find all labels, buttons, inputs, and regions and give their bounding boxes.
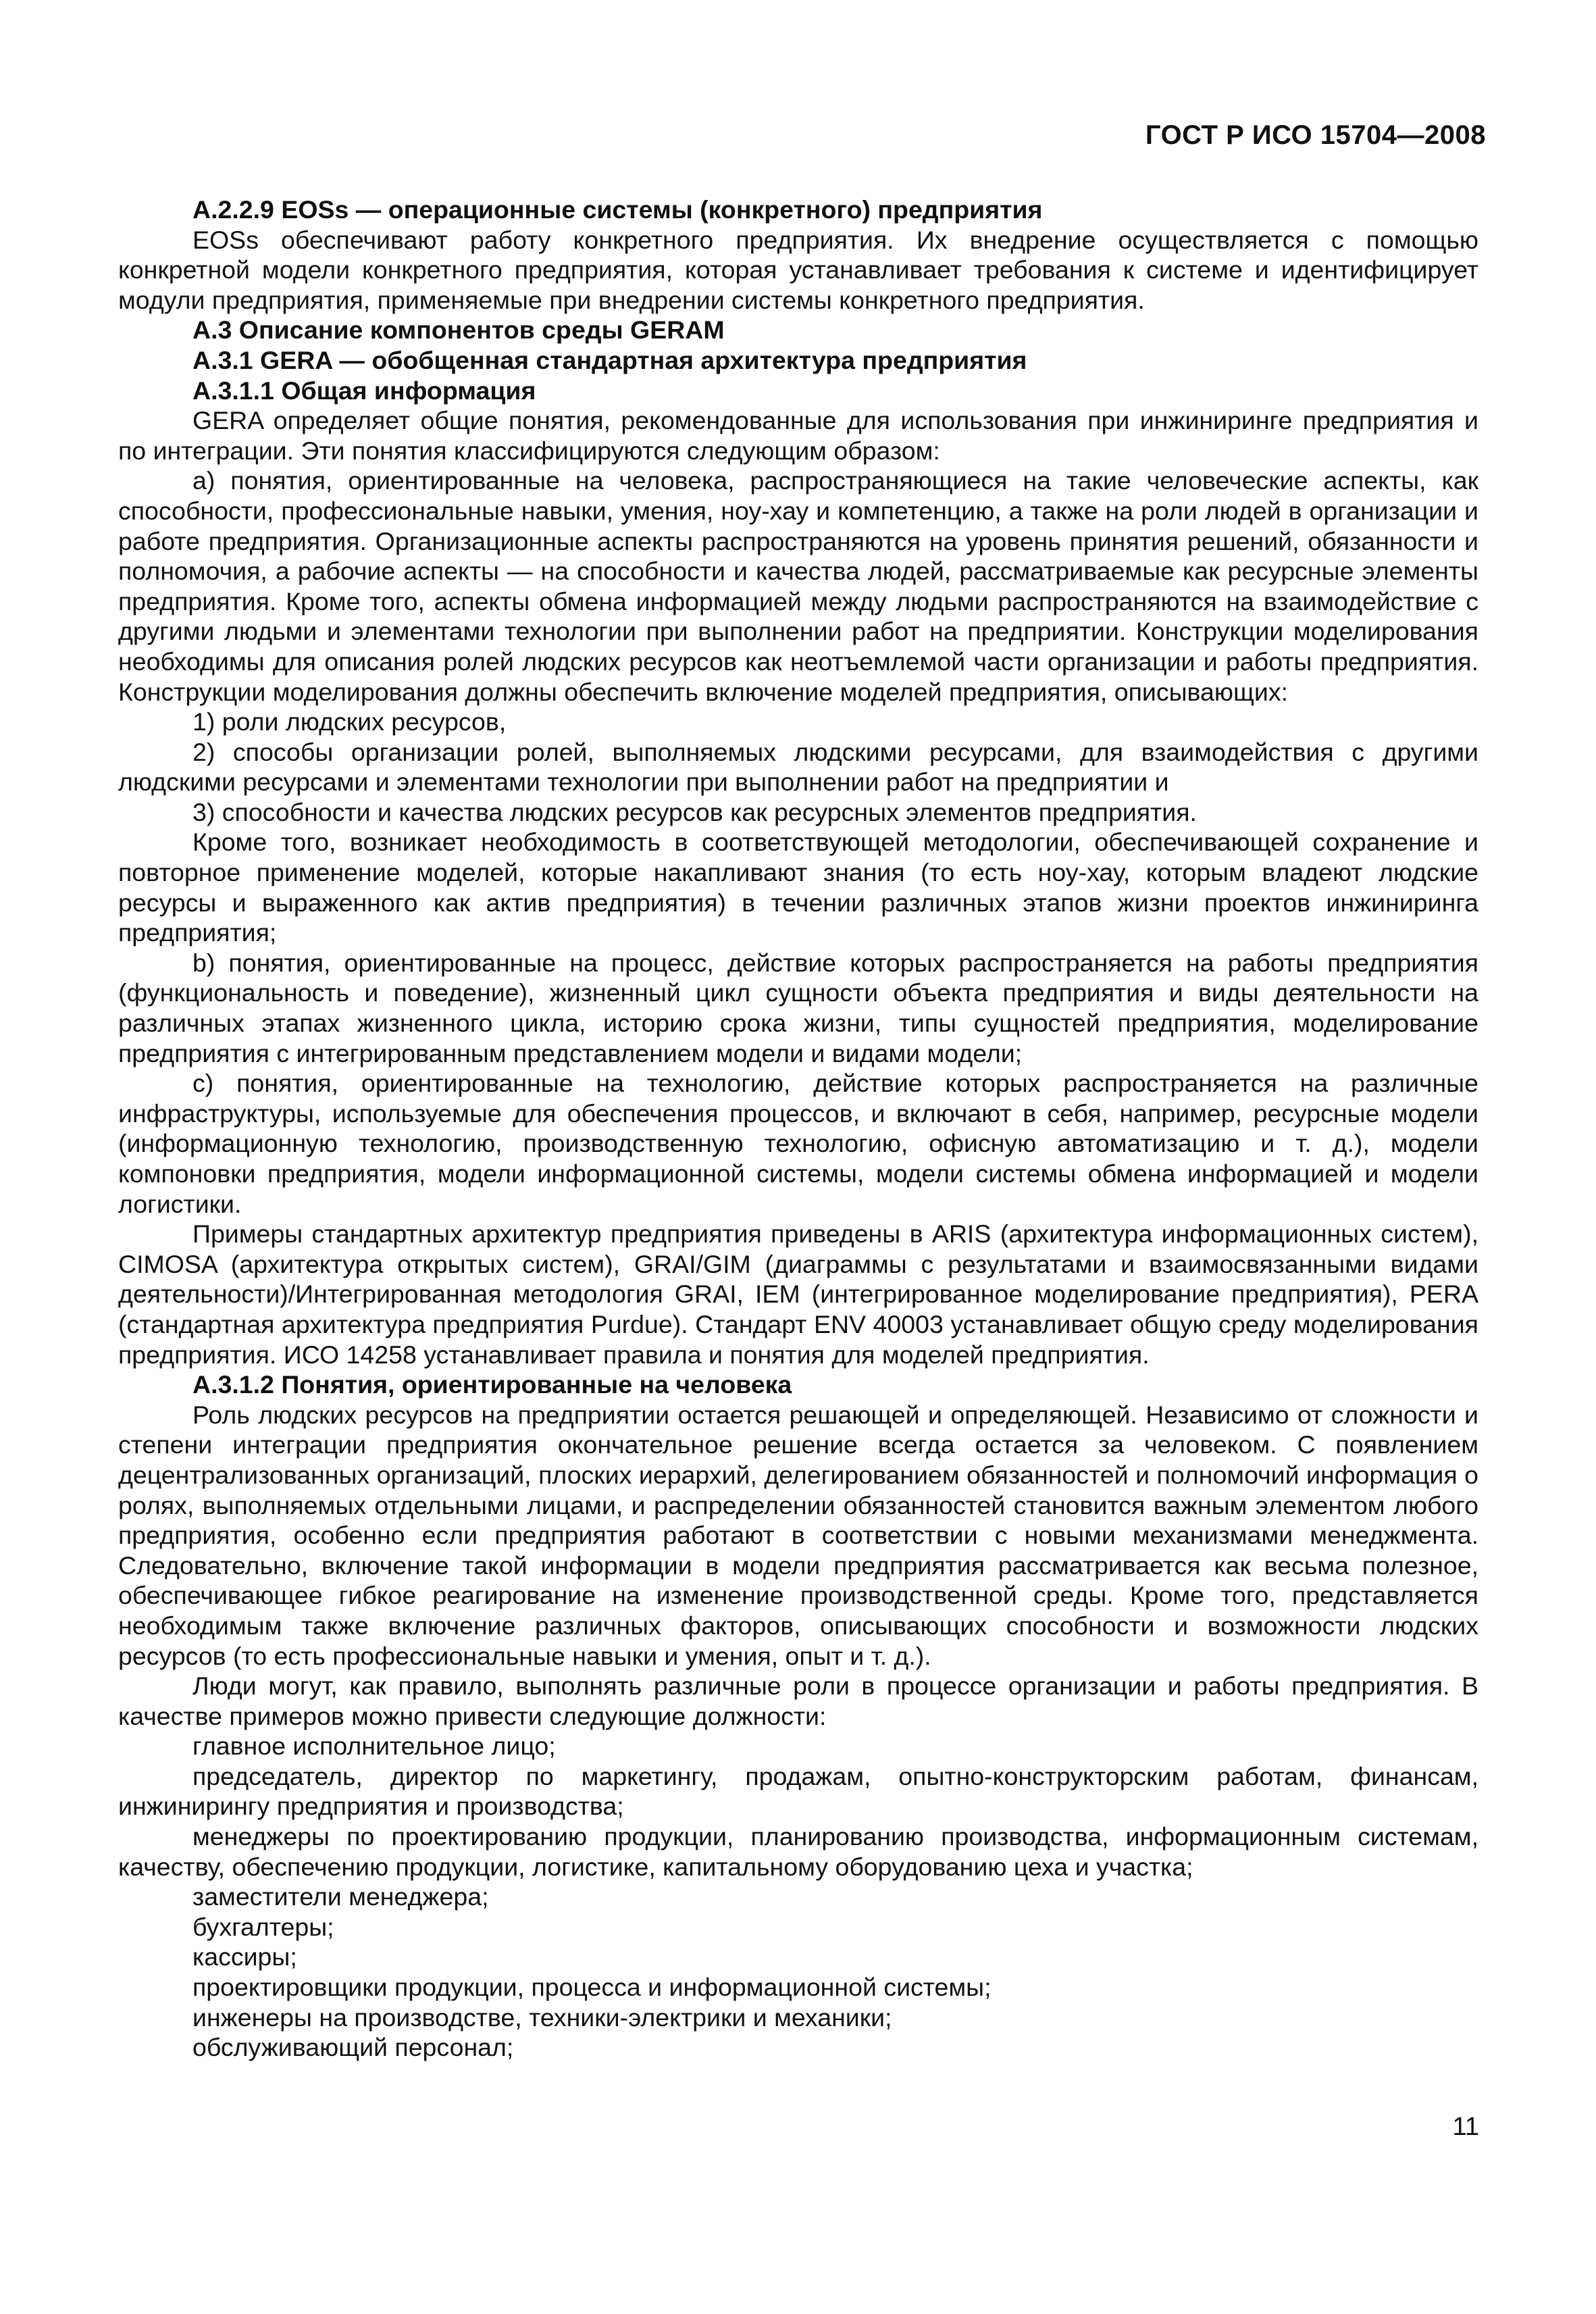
paragraph: Роль людских ресурсов на предприятии остается решающей и определяющей. Независимо от сложности и степени интеграции предприятия окончательное решение всегда остается за человеком. С появлением децентрализованных организаций, плоских иерархий, делегированием обязанностей и полномочий информация о ролях, выполняемых отдельными лицами, и распределении обязанностей становится важным элементом любого предприятия, особенно если предприятия работают в соответствии с новыми механизмами менеджмента. Следовательно, включение такой информации в модели предприятия рассматривается как весьма полезное, обеспечивающее гибкое реагирование на изменение производственной среды. Кроме того, представляется необходимым также включение различных факторов, описывающих способности и возможности людских ресурсов (то есть профессиональные навыки и умения, опыт и т. д.). xyxy=(118,1400,1478,1670)
document-body xyxy=(118,195,1478,2063)
list-item: менеджеры по проектированию продукции, планированию производства, информационным системам, качеству, обеспечению продукции, логистике, капитальному оборудованию цеха и участка; xyxy=(118,1822,1478,1881)
paragraph: GERA определяет общие понятия, рекомендованные для использования при инжиниринге предприятия и по интеграции. Эти понятия классифицируются следующим образом: xyxy=(118,406,1478,465)
paragraph: а) понятия, ориентированные на человека, распространяющиеся на такие человеческие аспекты, как способности, профессиональные навыки, умения, ноу-хау и компетенцию, а также на роли людей в организации и работе предприятия. Организационные аспекты распространяются на уровень принятия решений, обязанности и полномочия, а рабочие аспекты — на способности и качества людей, рассматриваемые как ресурсные элементы предприятия. Кроме того, аспекты обмена информацией между людьми распространяются на взаимодействие с другими людьми и элементами технологии при выполнении работ на предприятии. Конструкции моделирования необходимы для описания ролей людских ресурсов как неотъемлемой части организации и работы предприятия. Конструкции моделирования должны обеспечить включение моделей предприятия, описывающих: xyxy=(118,466,1478,706)
list-item: проектировщики продукции, процесса и информационной системы; xyxy=(192,1973,992,2002)
list-item: кассиры; xyxy=(192,1942,297,1971)
list-item: инженеры на производстве, техники-электрики и механики; xyxy=(192,2003,892,2032)
section-heading: А.2.2.9 EOSs — операционные системы (конкретного) предприятия xyxy=(192,195,1043,224)
section-heading: А.3.1 GERA — обобщенная стандартная архитектура предприятия xyxy=(192,345,1027,374)
list-item: 1) роли людских ресурсов, xyxy=(192,707,507,736)
page-number: 11 xyxy=(1452,2113,1479,2141)
paragraph: Примеры стандартных архитектур предприятия приведены в ARIS (архитектура информационных систем), CIMOSA (архитектура открытых систем), GRAI/GIM (диаграммы с результатами и взаимосвязанными видами деятельности)/Интегрированная методология GRAI, IEM (интегрированное моделирование предприятия), PERA (стандартная архитектура предприятия Purdue). Стандарт ENV 40003 устанавливает общую среду моделирования предприятия. ИСО 14258 устанавливает правила и понятия для моделей предприятия. xyxy=(118,1219,1478,1369)
list-item: обслуживающий персонал; xyxy=(192,2033,514,2062)
paragraph: с) понятия, ориентированные на технологию, действие которых распространяется на различные инфраструктуры, используемые для обеспечения процессов, и включают в себя, например, ресурсные модели (информационную технологию, производственную технологию, офисную автоматизацию и т. д.), модели компоновки предприятия, модели информационной системы, модели системы обмена информацией и модели логистики. xyxy=(118,1069,1478,1218)
list-item: 3) способности и качества людских ресурсов как ресурсных элементов предприятия. xyxy=(192,797,1197,826)
list-item: главное исполнительное лицо; xyxy=(192,1732,556,1761)
paragraph: Люди могут, как правило, выполнять различные роли в процессе организации и работы предприятия. В качестве примеров можно привести следующие должности: xyxy=(118,1671,1478,1730)
section-heading: А.3.1.2 Понятия, ориентированные на человека xyxy=(192,1370,792,1399)
list-item: бухгалтеры; xyxy=(192,1912,334,1941)
list-item: заместители менеджера; xyxy=(192,1882,489,1911)
paragraph: EOSs обеспечивают работу конкретного предприятия. Их внедрение осуществляется с помощью конкретной модели конкретного предприятия, которая устанавливает требования к системе и идентифицирует модули предприятия, применяемые при внедрении системы конкретного предприятия. xyxy=(118,225,1478,314)
section-heading: А.3 Описание компонентов среды GERAM xyxy=(192,316,725,345)
list-item: 2) способы организации ролей, выполняемых людскими ресурсами, для взаимодействия с другими людскими ресурсами и элементами технологии при выполнении работ на предприятии и xyxy=(118,737,1478,797)
standard-code-header: ГОСТ Р ИСО 15704—2008 xyxy=(1145,120,1486,150)
section-heading: А.3.1.1 Общая информация xyxy=(192,376,536,405)
paragraph: b) понятия, ориентированные на процесс, действие которых распространяется на работы предприятия (функциональность и поведение), жизненный цикл сущности объекта предприятия и виды деятельности на различных этапах жизненного цикла, историю срока жизни, типы сущностей предприятия, моделирование предприятия с интегрированным представлением модели и видами модели; xyxy=(118,948,1478,1067)
list-item: председатель, директор по маркетингу, продажам, опытно-конструкторским работам, финансам, инжинирингу предприятия и производства; xyxy=(118,1761,1478,1821)
paragraph: Кроме того, возникает необходимость в соответствующей методологии, обеспечивающей сохранение и повторное применение моделей, которые накапливают знания (то есть ноу-хау, которым владеют людские ресурсы и выраженного как актив предприятия) в течении различных этапов жизни проектов инжиниринга предприятия; xyxy=(118,828,1478,947)
